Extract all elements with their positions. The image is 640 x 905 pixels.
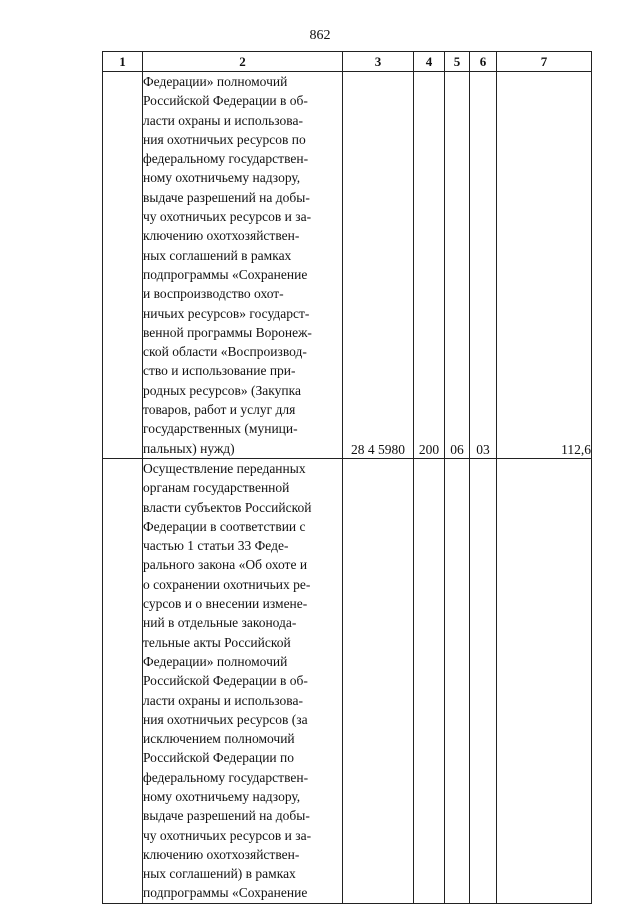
- target-article-code: 28 4 5980: [343, 72, 414, 459]
- column-header-5: 5: [445, 52, 470, 72]
- description-line: ния охотничьих ресурсов по: [143, 131, 306, 147]
- description-line: выдаче разрешений на добы-: [143, 808, 310, 824]
- column-header-7: 7: [497, 52, 592, 72]
- description-line: чу охотничьих ресурсов и за-: [143, 827, 312, 843]
- table-row: [103, 458, 592, 903]
- description-line: ных соглашений в рамках: [143, 247, 292, 263]
- description-text: [143, 459, 342, 903]
- description-line: Российской Федерации по: [143, 750, 295, 766]
- column-header-1: 1: [103, 52, 143, 72]
- target-article-code: [343, 458, 414, 903]
- description-line: ской области «Воспроизвод-: [143, 344, 307, 360]
- description-line: ласти охраны и использова-: [143, 692, 303, 708]
- subsection-code: 03: [470, 72, 497, 459]
- description-line: и воспроизводство охот-: [143, 286, 284, 302]
- description-line: власти субъектов Российской: [143, 499, 312, 515]
- description-line: Федерации в соответствии с: [143, 518, 306, 534]
- description-line: чу охотничьих ресурсов и за-: [143, 209, 312, 225]
- description-line: ничьих ресурсов» государст-: [143, 305, 310, 321]
- description-cell: [143, 72, 343, 459]
- description-line: сурсов и о внесении измене-: [143, 596, 308, 612]
- description-line: федеральному государствен-: [143, 151, 309, 167]
- description-line: родных ресурсов» (Закупка: [143, 382, 301, 398]
- description-line: подпрограммы «Сохранение: [143, 266, 308, 282]
- column-header-6: 6: [470, 52, 497, 72]
- row-number-cell: [103, 72, 143, 459]
- description-line: ласти охраны и использова-: [143, 112, 303, 128]
- description-line: выдаче разрешений на добы-: [143, 189, 310, 205]
- page-number: 862: [309, 28, 331, 43]
- description-line: исключением полномочий: [143, 731, 295, 747]
- description-line: венной программы Воронеж-: [143, 324, 312, 340]
- column-header-4: 4: [414, 52, 445, 72]
- description-line: ния охотничьих ресурсов (за: [143, 711, 308, 727]
- description-line: государственных (муници-: [143, 421, 298, 437]
- description-line: Российской Федерации в об-: [143, 673, 308, 689]
- description-line: федеральному государствен-: [143, 769, 309, 785]
- section-code: [445, 458, 470, 903]
- description-line: Осуществление переданных: [143, 460, 306, 476]
- description-line: Российской Федерации в об-: [143, 93, 308, 109]
- column-header-2: 2: [143, 52, 343, 72]
- amount-value: 112,6: [497, 72, 592, 459]
- expense-type-code: 200: [414, 72, 445, 459]
- description-line: тельные акты Российской: [143, 634, 291, 650]
- description-line: частью 1 статьи 33 Феде-: [143, 538, 289, 554]
- description-line: ключению охотхозяйствен-: [143, 228, 300, 244]
- description-line: Федерации» полномочий: [143, 653, 288, 669]
- description-line: органам государственной: [143, 480, 290, 496]
- expense-type-code: [414, 458, 445, 903]
- description-cell: [143, 458, 343, 903]
- description-line: ных соглашений) в рамках: [143, 866, 296, 882]
- description-text: [143, 72, 342, 458]
- row-number-cell: [103, 458, 143, 903]
- description-line: подпрограммы «Сохранение: [143, 885, 308, 901]
- description-line: пальных) нужд): [143, 440, 235, 456]
- description-line: товаров, работ и услуг для: [143, 402, 296, 418]
- budget-table: [102, 51, 592, 904]
- description-line: ключению охотхозяйствен-: [143, 846, 300, 862]
- description-line: о сохранении охотничьих ре-: [143, 576, 311, 592]
- table-row: [103, 72, 592, 459]
- header-row: [103, 52, 592, 72]
- description-line: Федерации» полномочий: [143, 74, 288, 89]
- amount-value: [497, 458, 592, 903]
- description-line: ний в отдельные законода-: [143, 615, 297, 631]
- subsection-code: [470, 458, 497, 903]
- column-header-3: 3: [343, 52, 414, 72]
- section-code: 06: [445, 72, 470, 459]
- description-line: ному охотничьему надзору,: [143, 788, 301, 804]
- description-line: ному охотничьему надзору,: [143, 170, 301, 186]
- description-line: рального закона «Об охоте и: [143, 557, 308, 573]
- description-line: ство и использование при-: [143, 363, 296, 379]
